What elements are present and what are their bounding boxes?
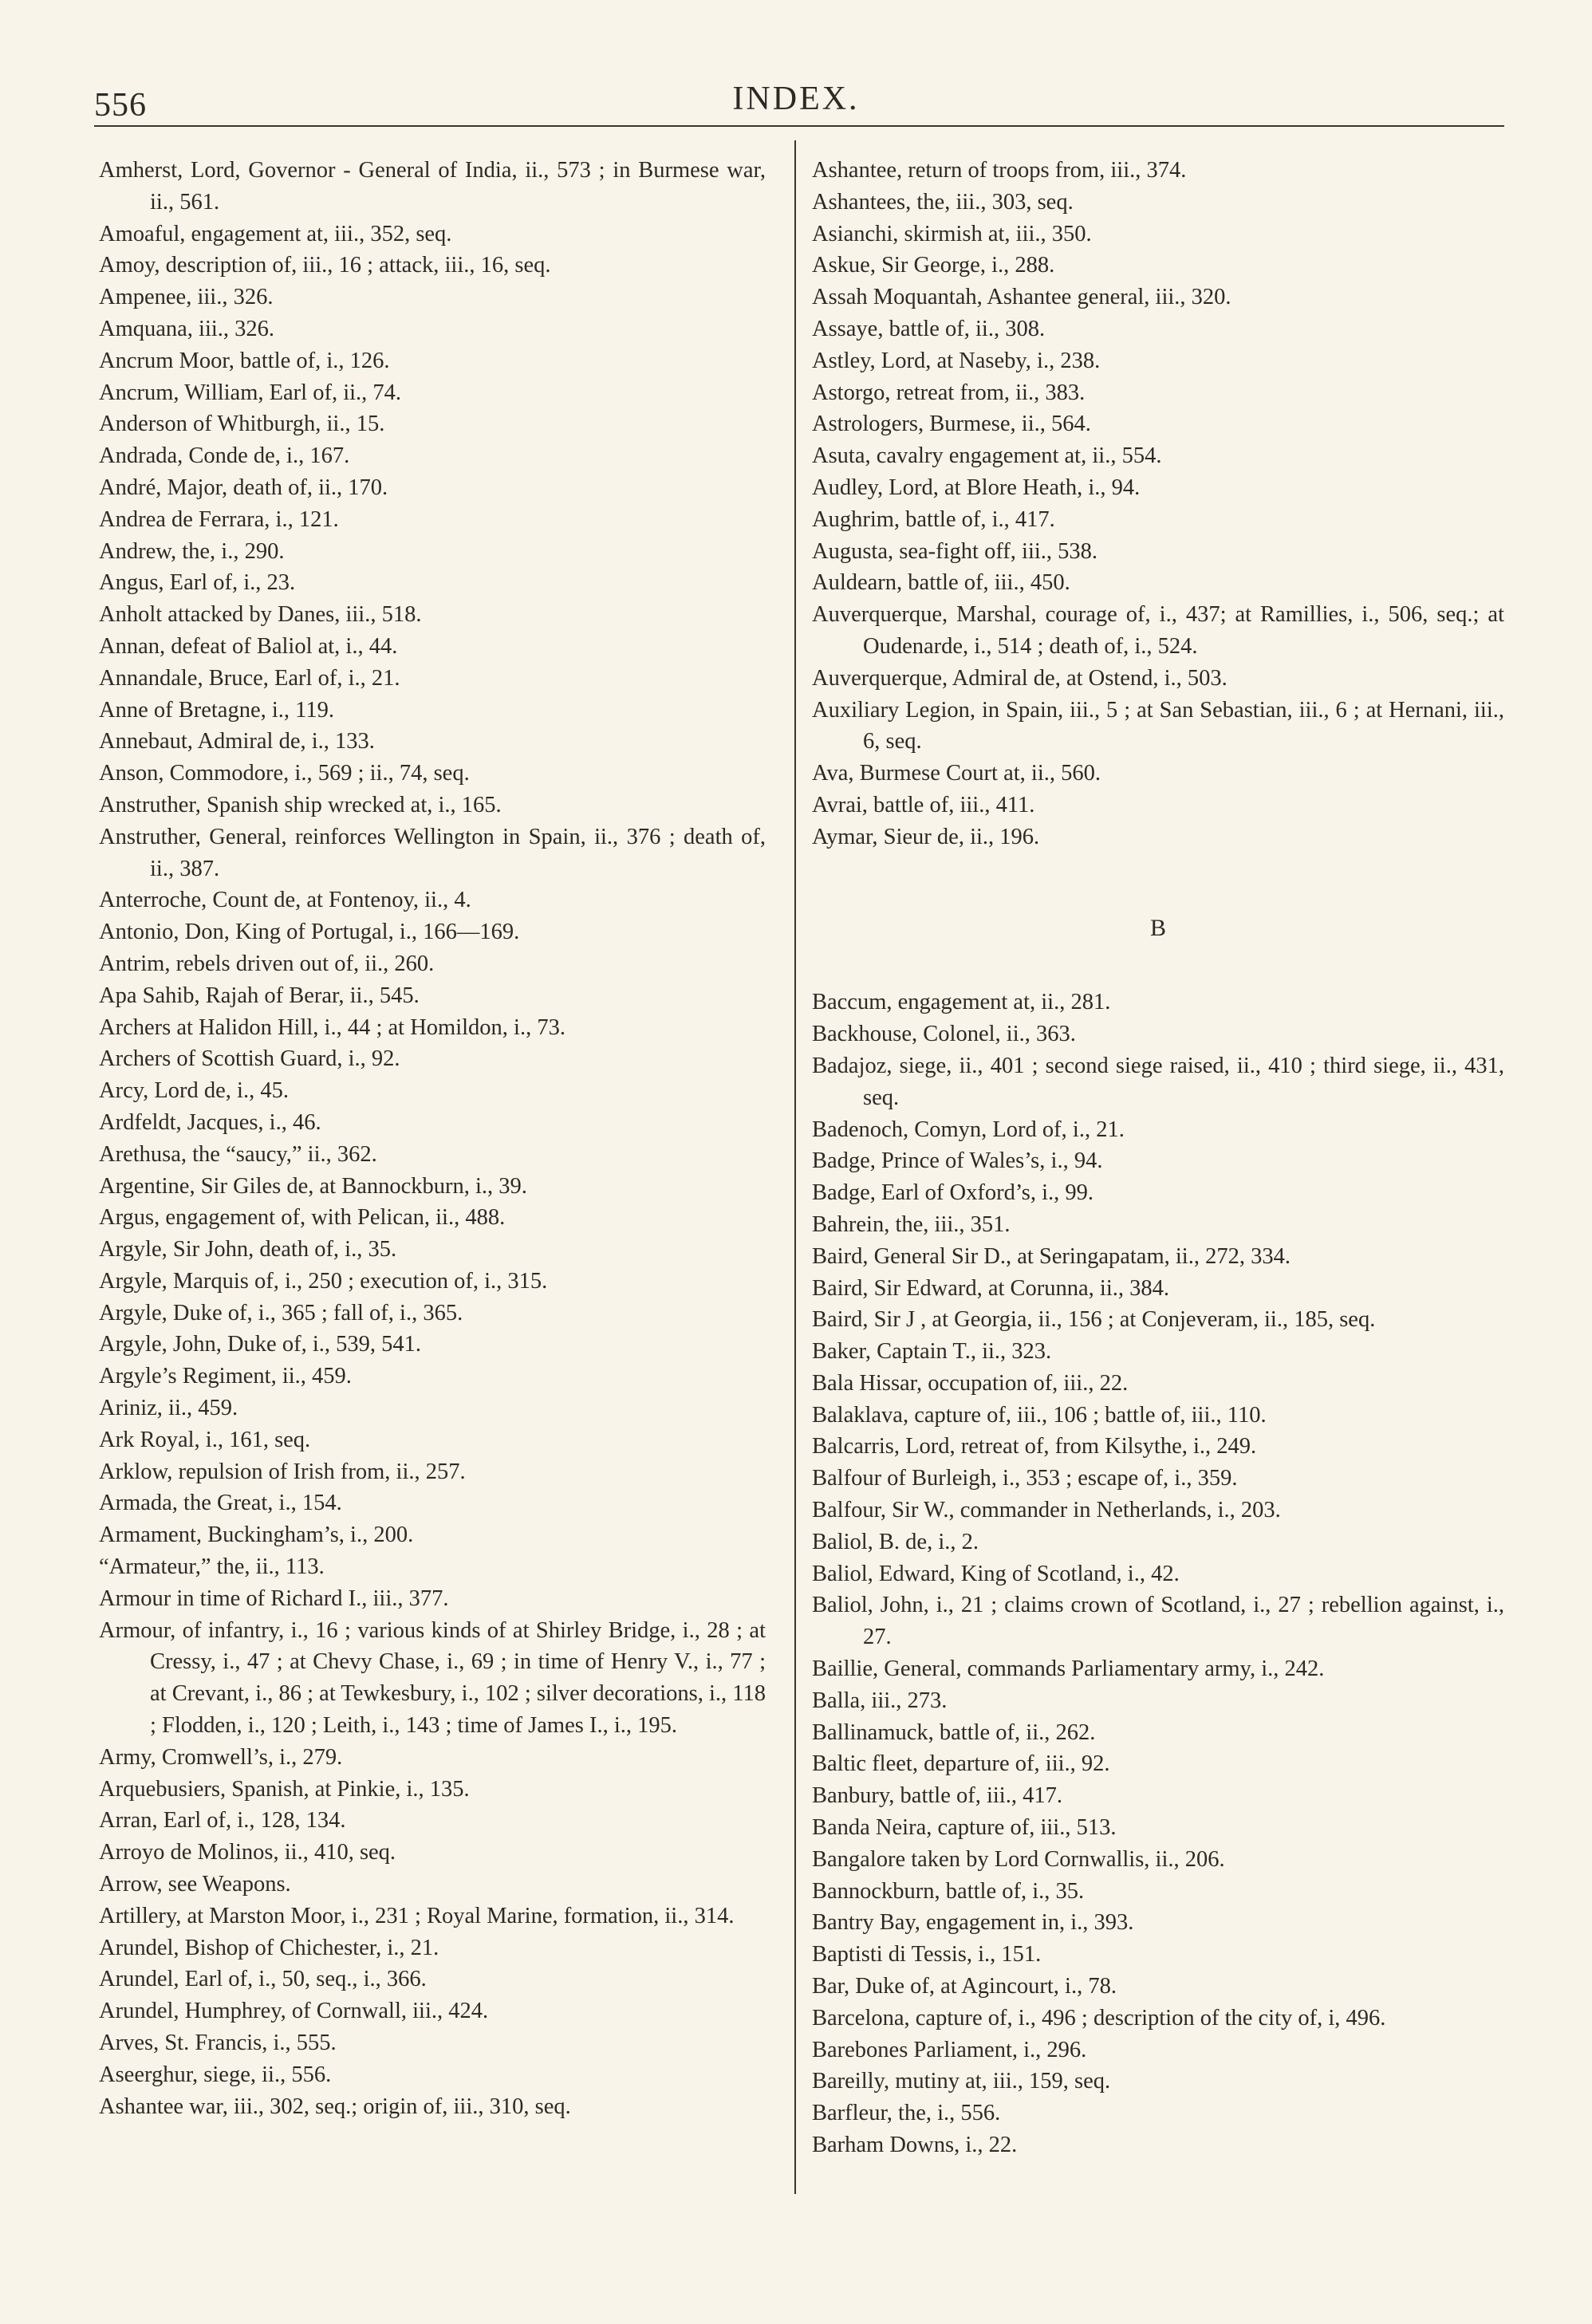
index-entry: Balla, iii., 273. xyxy=(812,1688,948,1713)
index-entry: Ashantee war, iii., 302, seq.; origin of, iii., 310, seq. xyxy=(99,2094,571,2119)
index-entry: Argyle, Marquis of, i., 250 ; execution of, i., 315. xyxy=(99,1268,548,1294)
index-entry: Banbury, battle of, iii., 417. xyxy=(812,1783,1062,1809)
index-entry: Arquebusiers, Spanish, at Pinkie, i., 135. xyxy=(99,1776,470,1802)
index-entry: Ashantees, the, iii., 303, seq. xyxy=(812,189,1074,215)
index-entry: Ark Royal, i., 161, seq. xyxy=(99,1427,311,1452)
index-entry: Balfour, Sir W., commander in Netherlands, i., 203. xyxy=(812,1498,1281,1523)
index-entry: Archers at Halidon Hill, i., 44 ; at Homildon, i., 73. xyxy=(99,1014,565,1040)
index-entry: Angus, Earl of, i., 23. xyxy=(99,570,296,596)
index-entry: Baillie, General, commands Parliamentary army, i., 242. xyxy=(812,1656,1325,1682)
index-entry: Auverquerque, Marshal, courage of, i., 437; at Ramillies, i., 506, seq.; at Oudenarde, i., 514 ; death of, i., 524. xyxy=(812,602,1504,659)
index-entry: Baliol, B. de, i., 2. xyxy=(812,1529,979,1554)
index-entry: Auverquerque, Admiral de, at Ostend, i., 503. xyxy=(812,665,1227,691)
index-entry: Amherst, Lord, Governor - General of India, ii., 573 ; in Burmese war, ii., 561. xyxy=(99,158,766,215)
index-entry: Barfleur, the, i., 556. xyxy=(812,2101,1001,2126)
index-entry: Barebones Parliament, i., 296. xyxy=(812,2037,1087,2062)
page-number: 556 xyxy=(94,87,147,124)
index-entry: “Armateur,” the, ii., 113. xyxy=(99,1554,325,1580)
index-entry: Auxiliary Legion, in Spain, iii., 5 ; at San Sebastian, iii., 6 ; at Hernani, iii., 6, seq. xyxy=(812,697,1504,754)
left-index-column xyxy=(99,155,766,2122)
index-entry: Bahrein, the, iii., 351. xyxy=(812,1211,1011,1237)
index-entry: Balfour of Burleigh, i., 353 ; escape of, i., 359. xyxy=(812,1466,1238,1491)
index-entry: Antonio, Don, King of Portugal, i., 166—169. xyxy=(99,920,520,945)
index-entry: Askue, Sir George, i., 288. xyxy=(812,253,1055,278)
index-entry: Baccum, engagement at, ii., 281. xyxy=(812,990,1111,1015)
index-entry: Anderson of Whitburgh, ii., 15. xyxy=(99,412,385,437)
index-entry: Baird, Sir Edward, at Corunna, ii., 384. xyxy=(812,1275,1170,1301)
index-entry: Balcarris, Lord, retreat of, from Kilsythe, i., 249. xyxy=(812,1434,1257,1459)
index-entry: Armour in time of Richard I., iii., 377. xyxy=(99,1585,449,1611)
index-entry: Arves, St. Francis, i., 555. xyxy=(99,2031,337,2056)
index-entry: Badge, Earl of Oxford’s, i., 99. xyxy=(812,1180,1094,1206)
index-entry: Astley, Lord, at Naseby, i., 238. xyxy=(812,348,1101,373)
index-entry: Banda Neira, capture of, iii., 513. xyxy=(812,1815,1117,1841)
index-entry: Assah Moquantah, Ashantee general, iii., 320. xyxy=(812,285,1231,310)
index-entry: Baird, Sir J , at Georgia, ii., 156 ; at Conjeveram, ii., 185, seq. xyxy=(812,1307,1376,1333)
a-entries xyxy=(812,155,1504,853)
index-entry: Argus, engagement of, with Pelican, ii., 488. xyxy=(99,1205,506,1231)
index-entry: Astrologers, Burmese, ii., 564. xyxy=(812,412,1091,437)
index-entry: Ashantee, return of troops from, iii., 374. xyxy=(812,158,1187,183)
index-entry: Aughrim, battle of, i., 417. xyxy=(812,506,1055,532)
index-entry: Annan, defeat of Baliol at, i., 44. xyxy=(99,633,398,659)
index-entry: Baliol, Edward, King of Scotland, i., 42. xyxy=(812,1561,1180,1586)
index-entry: Arran, Earl of, i., 128, 134. xyxy=(99,1808,346,1834)
index-entry: Bareilly, mutiny at, iii., 159, seq. xyxy=(812,2069,1111,2094)
index-entry: Badge, Prince of Wales’s, i., 94. xyxy=(812,1148,1103,1174)
index-entry: Anholt attacked by Danes, iii., 518. xyxy=(99,602,422,628)
index-entry: Arundel, Humphrey, of Cornwall, iii., 424. xyxy=(99,1999,489,2024)
index-entry: Armament, Buckingham’s, i., 200. xyxy=(99,1522,414,1548)
column-divider xyxy=(794,140,796,2194)
index-entry: Aymar, Sieur de, ii., 196. xyxy=(812,824,1040,849)
index-entry: Ampenee, iii., 326. xyxy=(99,285,274,310)
index-entry: Avrai, battle of, iii., 411. xyxy=(812,792,1035,817)
index-entry: Annebaut, Admiral de, i., 133. xyxy=(99,729,375,754)
index-entry: Apa Sahib, Rajah of Berar, ii., 545. xyxy=(99,983,420,1008)
index-entry: Bangalore taken by Lord Cornwallis, ii., 206. xyxy=(812,1846,1225,1872)
index-entry: Badenoch, Comyn, Lord of, i., 21. xyxy=(812,1117,1125,1142)
index-entry: Ava, Burmese Court at, ii., 560. xyxy=(812,761,1101,786)
b-entries xyxy=(812,987,1504,2161)
index-entry: Argyle, Sir John, death of, i., 35. xyxy=(99,1237,397,1262)
index-entry: Arundel, Bishop of Chichester, i., 21. xyxy=(99,1935,439,1960)
index-entry: Army, Cromwell’s, i., 279. xyxy=(99,1744,343,1770)
index-entry: Andrada, Conde de, i., 167. xyxy=(99,443,350,469)
index-entry: Arethusa, the “saucy,” ii., 362. xyxy=(99,1141,377,1167)
index-entry: Arklow, repulsion of Irish from, ii., 257. xyxy=(99,1459,466,1484)
index-entry: Artillery, at Marston Moor, i., 231 ; Royal Marine, formation, ii., 314. xyxy=(99,1903,735,1928)
index-entry: Baker, Captain T., ii., 323. xyxy=(812,1339,1052,1365)
index-entry: Argentine, Sir Giles de, at Bannockburn, i., 39. xyxy=(99,1173,527,1199)
index-entry: Ancrum, William, Earl of, ii., 74. xyxy=(99,380,402,405)
index-entry: Balaklava, capture of, iii., 106 ; battle of, iii., 110. xyxy=(812,1402,1267,1428)
header-rule xyxy=(94,125,1504,127)
index-entry: Antrim, rebels driven out of, ii., 260. xyxy=(99,951,435,976)
index-entry: Ariniz, ii., 459. xyxy=(99,1396,238,1421)
index-entry: Anterroche, Count de, at Fontenoy, ii., 4. xyxy=(99,888,471,913)
index-entry: Astorgo, retreat from, ii., 383. xyxy=(812,380,1086,405)
right-index-column xyxy=(812,155,1504,2161)
index-entry: Barcelona, capture of, i., 496 ; description of the city of, i, 496. xyxy=(812,2005,1386,2031)
index-entry: Arcy, Lord de, i., 45. xyxy=(99,1078,289,1104)
index-entry: Augusta, sea-fight off, iii., 538. xyxy=(812,538,1098,564)
index-entry: Baptisti di Tessis, i., 151. xyxy=(812,1942,1042,1968)
index-entry: Barham Downs, i., 22. xyxy=(812,2133,1018,2158)
index-entry: Bantry Bay, engagement in, i., 393. xyxy=(812,1910,1134,1936)
index-entry: Bannockburn, battle of, i., 35. xyxy=(812,1878,1085,1904)
index-entry: Argyle, John, Duke of, i., 539, 541. xyxy=(99,1332,421,1357)
index-entry: Asianchi, skirmish at, iii., 350. xyxy=(812,221,1092,246)
index-entry: Anstruther, Spanish ship wrecked at, i., 165. xyxy=(99,792,502,817)
index-entry: Argyle, Duke of, i., 365 ; fall of, i., 365. xyxy=(99,1300,463,1325)
section-letter-b: B xyxy=(1149,914,1166,941)
index-entry: Armada, the Great, i., 154. xyxy=(99,1491,342,1516)
index-entry: Annandale, Bruce, Earl of, i., 21. xyxy=(99,665,400,691)
index-entry: Baltic fleet, departure of, iii., 92. xyxy=(812,1751,1110,1777)
index-entry: Argyle’s Regiment, ii., 459. xyxy=(99,1364,352,1389)
index-entry: Archers of Scottish Guard, i., 92. xyxy=(99,1046,400,1072)
index-entry: Bala Hissar, occupation of, iii., 22. xyxy=(812,1370,1129,1396)
index-entry: Aseerghur, siege, ii., 556. xyxy=(99,2062,332,2087)
index-entry: Anson, Commodore, i., 569 ; ii., 74, seq. xyxy=(99,761,470,786)
index-entry: Ancrum Moor, battle of, i., 126. xyxy=(99,348,390,373)
index-entry: Assaye, battle of, ii., 308. xyxy=(812,316,1046,341)
index-entry: Asuta, cavalry engagement at, ii., 554. xyxy=(812,443,1162,469)
page-title: INDEX. xyxy=(732,81,860,117)
index-entry: Amoaful, engagement at, iii., 352, seq. xyxy=(99,221,452,246)
index-entry: Audley, Lord, at Blore Heath, i., 94. xyxy=(812,475,1141,500)
index-entry: André, Major, death of, ii., 170. xyxy=(99,475,388,500)
index-entry: Andrea de Ferrara, i., 121. xyxy=(99,506,339,532)
index-entry: Auldearn, battle of, iii., 450. xyxy=(812,570,1070,596)
index-entry: Arroyo de Molinos, ii., 410, seq. xyxy=(99,1840,396,1865)
index-entry: Baliol, John, i., 21 ; claims crown of Scotland, i., 27 ; rebellion against, i., 27. xyxy=(812,1593,1504,1650)
index-entry: Bar, Duke of, at Agincourt, i., 78. xyxy=(812,1974,1117,1999)
index-entry: Anne of Bretagne, i., 119. xyxy=(99,697,334,723)
index-entry: Backhouse, Colonel, ii., 363. xyxy=(812,1022,1076,1047)
index-entry: Amoy, description of, iii., 16 ; attack, iii., 16, seq. xyxy=(99,253,551,278)
index-entry: Anstruther, General, reinforces Wellington in Spain, ii., 376 ; death of, ii., 387. xyxy=(99,824,766,881)
index-entry: Baird, General Sir D., at Seringapatam, ii., 272, 334. xyxy=(812,1243,1291,1269)
index-entry: Armour, of infantry, i., 16 ; various kinds of at Shirley Bridge, i., 28 ; at Cressy, i., 47 ; at Chevy Chase, i., 69 ; in time of Henry V., i., 77 ; at Crevant, i., 86 ; at Tewkesbury, i., 102 ; silver decorations, i., 118 ; Flodden, i., 120 ; Leith, i., 143 ; time of James I., i., 195. xyxy=(99,1617,766,1739)
index-entry: Andrew, the, i., 290. xyxy=(99,538,285,564)
index-entry: Arundel, Earl of, i., 50, seq., i., 366. xyxy=(99,1967,427,1992)
index-entry: Amquana, iii., 326. xyxy=(99,316,275,341)
index-entry: Badajoz, siege, ii., 401 ; second siege raised, ii., 410 ; third siege, ii., 431, seq. xyxy=(812,1053,1504,1110)
index-entry: Ballinamuck, battle of, ii., 262. xyxy=(812,1719,1096,1745)
index-entry: Ardfeldt, Jacques, i., 46. xyxy=(99,1109,321,1135)
index-entry: Arrow, see Weapons. xyxy=(99,1872,291,1897)
